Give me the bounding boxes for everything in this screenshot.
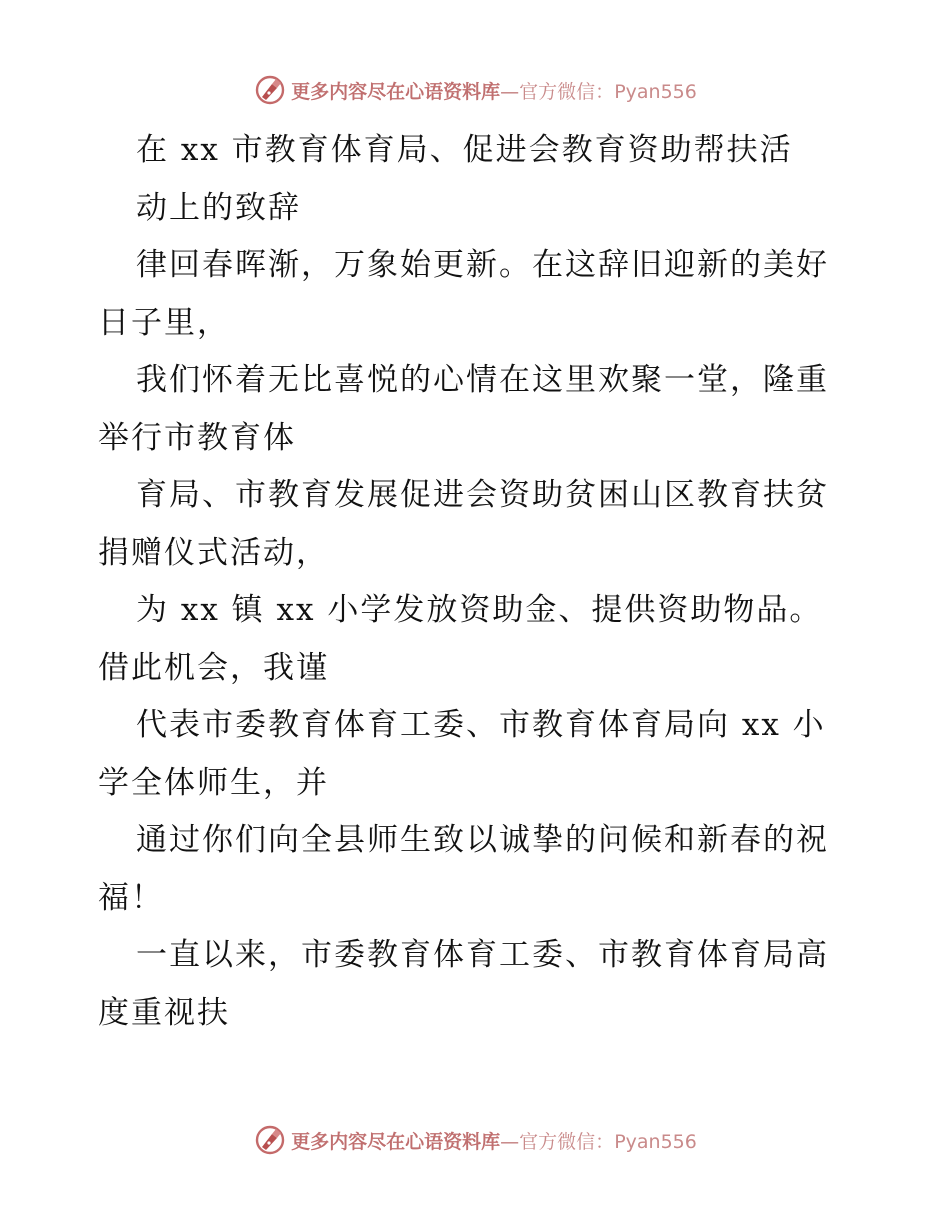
watermark-brand: 更多内容尽在心语资料库: [291, 1130, 501, 1153]
document-line: 举行市教育体: [98, 419, 296, 456]
document-line: 动上的致辞: [136, 189, 301, 226]
document-line: 通过你们向全县师生致以诚挚的问候和新春的祝: [136, 822, 829, 858]
document-line: 日子里，: [98, 304, 230, 341]
watermark-wechat-label: 官方微信：: [519, 80, 615, 103]
document-line: 捐赠仪式活动，: [98, 534, 329, 571]
watermark-separator: —: [500, 1130, 520, 1153]
watermark-text: [291, 1127, 697, 1154]
watermark-brand: 更多内容尽在心语资料库: [291, 80, 501, 103]
watermark-wechat-id: Pyan556: [614, 80, 697, 103]
watermark-text: [291, 77, 697, 104]
document-line: 福！: [98, 879, 164, 916]
pen-nib-circle-icon: [253, 1123, 287, 1157]
document-line: 代表市委教育体育工委、市教育体育局向 xx 小: [136, 707, 826, 743]
document-line: 育局、市教育发展促进会资助贫困山区教育扶贫: [136, 477, 829, 513]
header-watermark: [0, 70, 950, 110]
footer-watermark: [0, 1120, 950, 1160]
watermark-separator: —: [500, 80, 520, 103]
document-line: 我们怀着无比喜悦的心情在这里欢聚一堂，隆重: [136, 362, 829, 398]
document-line: 借此机会，我谨: [98, 649, 329, 686]
document-line: 律回春晖渐，万象始更新。在这辞旧迎新的美好: [136, 247, 829, 283]
document-line: 度重视扶: [98, 994, 230, 1031]
document-body: [98, 122, 858, 1042]
watermark-wechat-id: Pyan556: [614, 1130, 697, 1153]
document-line: 在 xx 市教育体育局、促进会教育资助帮扶活: [136, 132, 793, 168]
watermark-wechat-label: 官方微信：: [519, 1130, 615, 1153]
document-line: 一直以来，市委教育体育工委、市教育体育局高: [136, 937, 829, 973]
pen-nib-circle-icon: [253, 73, 287, 107]
document-line: 为 xx 镇 xx 小学发放资助金、提供资助物品。: [136, 592, 823, 628]
document-line: 学全体师生，并: [98, 764, 329, 801]
